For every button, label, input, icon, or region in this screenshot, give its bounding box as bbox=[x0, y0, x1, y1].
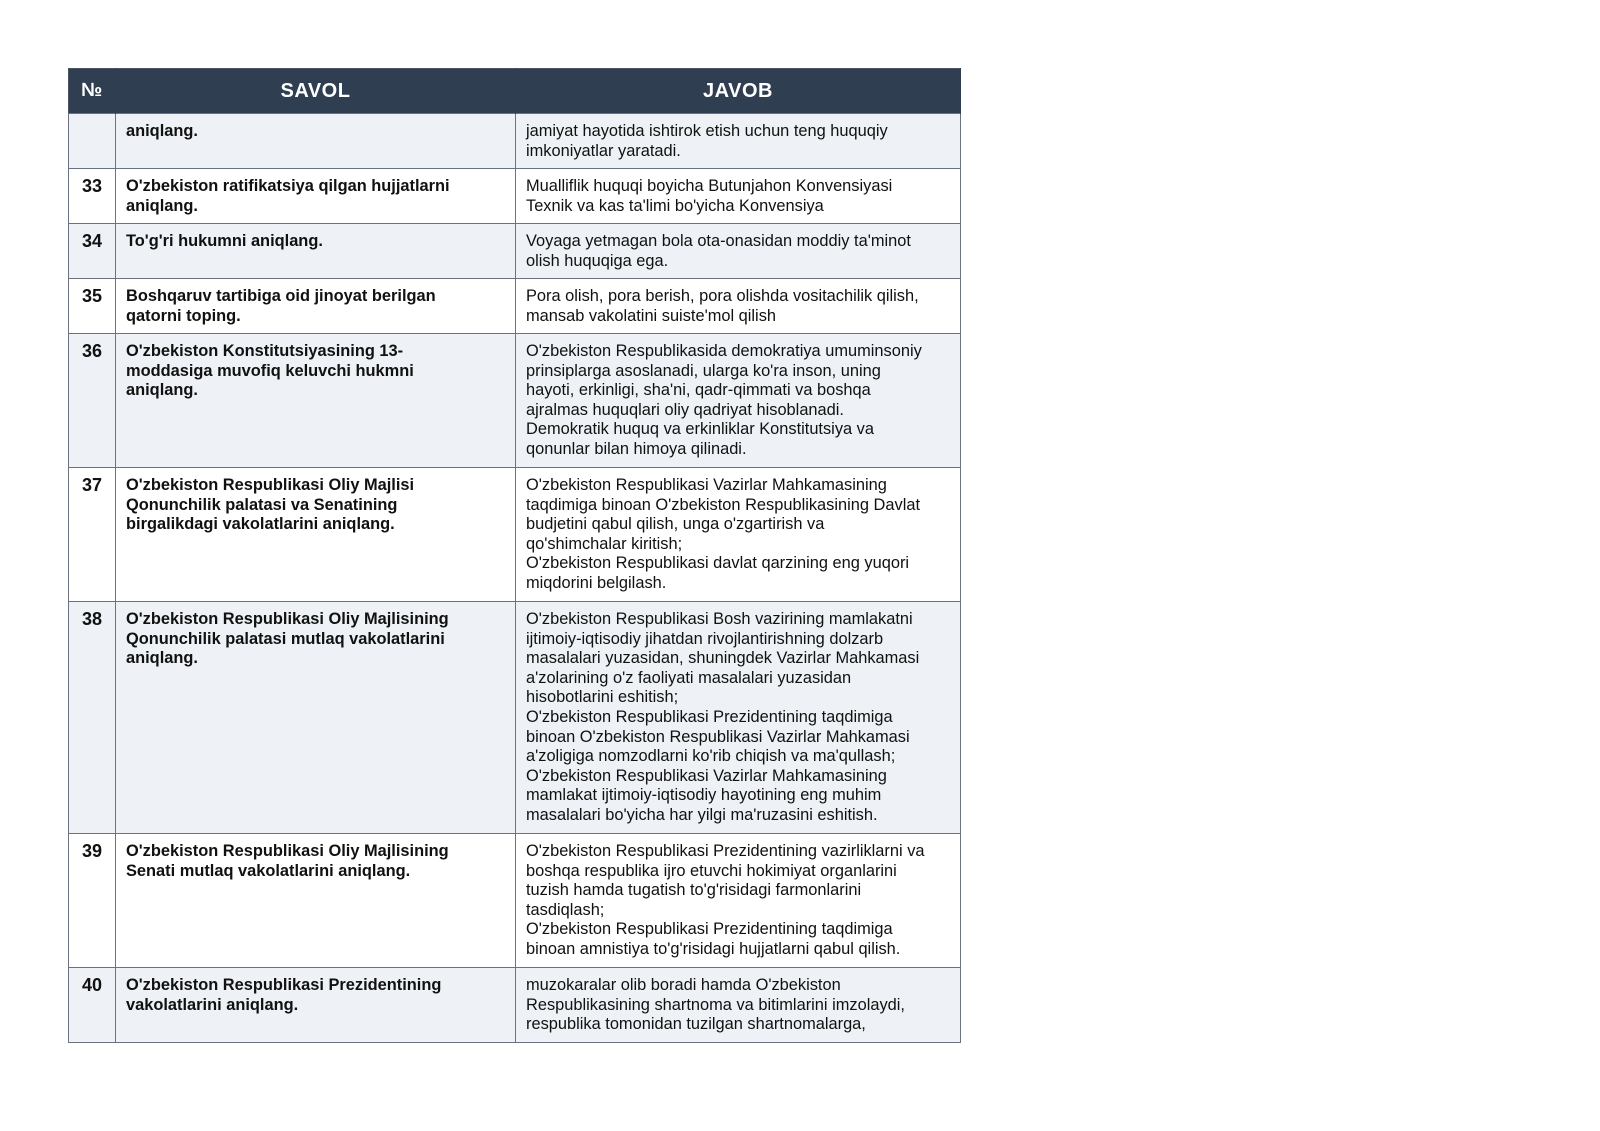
row-answer: O'zbekiston Respublikasi Vazirlar Mahkamasining taqdimiga binoan O'zbekiston Respublikasining Davlat budjetini qabul qilish, unga o'zgartirish va qo'shimchalar kiritish; O'zbekiston Respublikasi davlat qarzining eng yuqori miqdorini belgilash. bbox=[516, 468, 961, 602]
row-number: 34 bbox=[69, 224, 116, 279]
qa-table bbox=[68, 68, 961, 1043]
header-question: SAVOL bbox=[116, 69, 516, 114]
table-row bbox=[69, 279, 961, 334]
table-row bbox=[69, 468, 961, 602]
table-row bbox=[69, 834, 961, 968]
row-answer: O'zbekiston Respublikasi Bosh vazirining mamlakatni ijtimoiy-iqtisodiy jihatdan rivojlantirishning dolzarb masalalari yuzasidan, shuningdek Vazirlar Mahkamasi a'zolarining o'z faoliyati masalalari yuzasidan hisobotlarini eshitish; O'zbekiston Respublikasi Prezidentining taqdimiga binoan O'zbekiston Respublikasi Vazirlar Mahkamasi a'zoligiga nomzodlarni ko'rib chiqish va ma'qullash; O'zbekiston Respublikasi Vazirlar Mahkamasining mamlakat ijtimoiy-iqtisodiy hayotining eng muhim masalalari bo'yicha har yilgi ma'ruzasini eshitish. bbox=[516, 602, 961, 834]
row-number: 37 bbox=[69, 468, 116, 602]
header-answer: JAVOB bbox=[516, 69, 961, 114]
row-number: 39 bbox=[69, 834, 116, 968]
row-number: 38 bbox=[69, 602, 116, 834]
table-header bbox=[69, 69, 961, 114]
table-row bbox=[69, 968, 961, 1043]
table-body bbox=[69, 114, 961, 1043]
document-page bbox=[68, 68, 960, 1043]
row-answer: O'zbekiston Respublikasida demokratiya umuminsoniy prinsiplarga asoslanadi, ularga ko'ra inson, uning hayoti, erkinligi, sha'ni, qadr-qimmati va boshqa ajralmas huquqlari oliy qadriyat hisoblanadi. Demokratik huquq va erkinliklar Konstitutsiya va qonunlar bilan himoya qilinadi. bbox=[516, 334, 961, 468]
row-question: aniqlang. bbox=[116, 114, 516, 169]
row-question: O'zbekiston Respublikasi Oliy Majlisining Qonunchilik palatasi mutlaq vakolatlarini aniqlang. bbox=[116, 602, 516, 834]
table-row bbox=[69, 114, 961, 169]
row-answer: Voyaga yetmagan bola ota-onasidan moddiy ta'minot olish huquqiga ega. bbox=[516, 224, 961, 279]
row-question: O'zbekiston Konstitutsiyasining 13- moddasiga muvofiq keluvchi hukmni aniqlang. bbox=[116, 334, 516, 468]
row-answer: Pora olish, pora berish, pora olishda vositachilik qilish, mansab vakolatini suiste'mol qilish bbox=[516, 279, 961, 334]
row-answer: jamiyat hayotida ishtirok etish uchun teng huquqiy imkoniyatlar yaratadi. bbox=[516, 114, 961, 169]
row-question: To'g'ri hukumni aniqlang. bbox=[116, 224, 516, 279]
header-number: № bbox=[69, 69, 116, 114]
row-answer: O'zbekiston Respublikasi Prezidentining vazirliklarni va boshqa respublika ijro etuvchi hokimiyat organlarini tuzish hamda tugatish to'g'risidagi farmonlarini tasdiqlash; O'zbekiston Respublikasi Prezidentining taqdimiga binoan amnistiya to'g'risidagi hujjatlarni qabul qilish. bbox=[516, 834, 961, 968]
row-question: O'zbekiston Respublikasi Prezidentining vakolatlarini aniqlang. bbox=[116, 968, 516, 1043]
table-row bbox=[69, 602, 961, 834]
row-number bbox=[69, 114, 116, 169]
row-number: 40 bbox=[69, 968, 116, 1043]
row-number: 36 bbox=[69, 334, 116, 468]
table-row bbox=[69, 224, 961, 279]
table-row bbox=[69, 334, 961, 468]
row-number: 35 bbox=[69, 279, 116, 334]
row-question: O'zbekiston ratifikatsiya qilgan hujjatlarni aniqlang. bbox=[116, 169, 516, 224]
row-question: O'zbekiston Respublikasi Oliy Majlisining Senati mutlaq vakolatlarini aniqlang. bbox=[116, 834, 516, 968]
row-question: Boshqaruv tartibiga oid jinoyat berilgan qatorni toping. bbox=[116, 279, 516, 334]
row-number: 33 bbox=[69, 169, 116, 224]
row-answer: muzokaralar olib boradi hamda O'zbekiston Respublikasining shartnoma va bitimlarini imzolaydi, respublika tomonidan tuzilgan shartnomalarga, bbox=[516, 968, 961, 1043]
row-question: O'zbekiston Respublikasi Oliy Majlisi Qonunchilik palatasi va Senatining birgalikdagi vakolatlarini aniqlang. bbox=[116, 468, 516, 602]
row-answer: Mualliflik huquqi boyicha Butunjahon Konvensiyasi Texnik va kas ta'limi bo'yicha Konvensiya bbox=[516, 169, 961, 224]
table-row bbox=[69, 169, 961, 224]
